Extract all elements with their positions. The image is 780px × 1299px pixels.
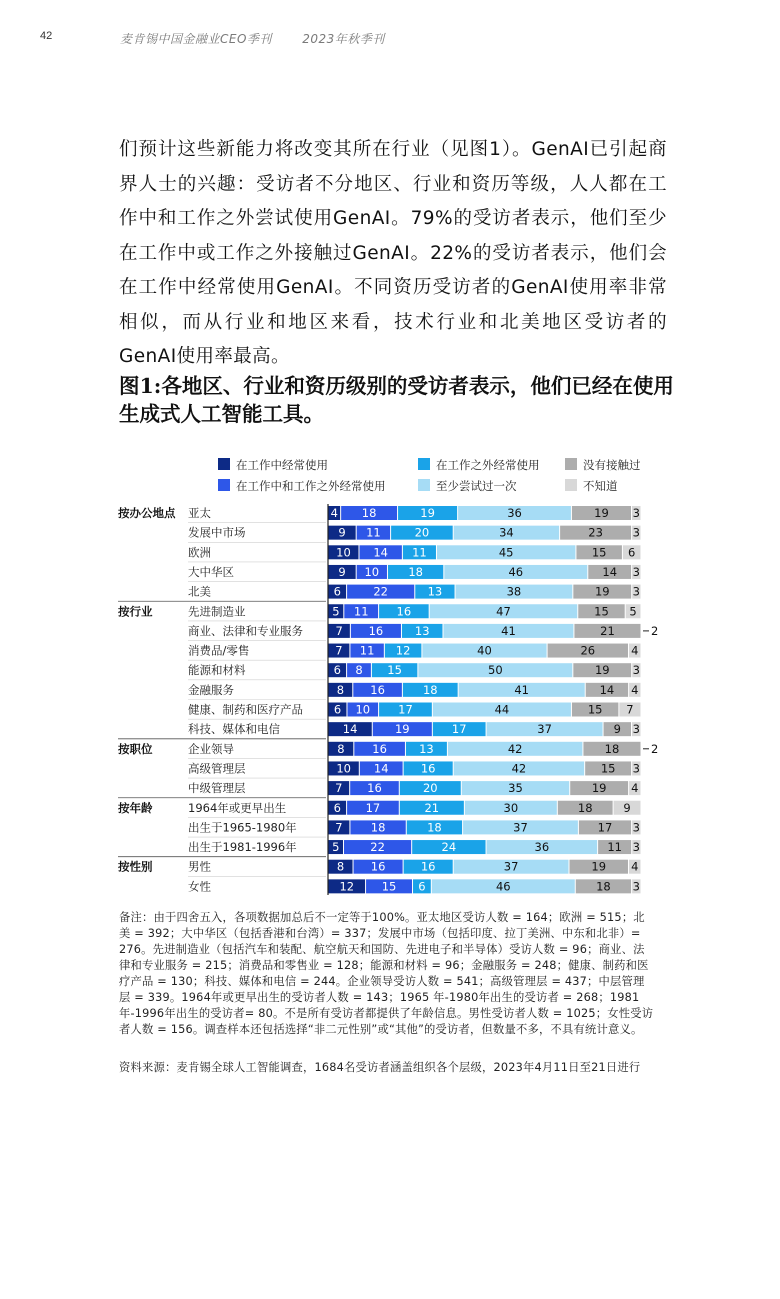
row-label-17: 出生于1965-1980年	[188, 820, 297, 835]
bar-value-r14-s6: 3	[632, 761, 640, 776]
bar-value-r13-s5: 18	[604, 741, 620, 756]
bar-value-r20-s1: 12	[339, 879, 355, 894]
bar-value-r1-s2: 18	[361, 506, 377, 520]
bar-value-r15-s4: 35	[508, 781, 523, 796]
bar-value-r13-s1: 8	[337, 741, 345, 756]
bar-value-r5-s4: 38	[506, 584, 522, 599]
bar-value-r3-s3: 11	[412, 545, 427, 560]
bar-value-r13-s4: 42	[507, 741, 523, 756]
bar-value-r20-s4: 46	[495, 879, 511, 894]
bar-value-r1-s6: 3	[632, 506, 640, 520]
bar-value-r3-s2: 14	[373, 545, 389, 560]
bar-value-r14-s2: 14	[373, 761, 389, 776]
chart-source: 资料来源：麦肯锡全球人工智能调查，1684名受访者涵盖组织各个层级，2023年4月11日至21日进行	[119, 1061, 641, 1074]
row-label-15: 中级管理层	[188, 781, 246, 796]
issue-label: 2023年秋季刊	[302, 32, 385, 46]
bar-value-r17-s4: 37	[513, 820, 528, 835]
bar-value-r8-s2: 11	[359, 643, 375, 658]
bar-value-r2-s1: 9	[338, 525, 346, 540]
bar-value-r1-s1: 4	[330, 506, 338, 520]
legend-label-2: 在工作中和工作之外经常使用	[236, 479, 386, 493]
chart-title: 图1:各地区、行业和资历级别的受访者表示，他们已经在使用生成式人工智能工具。	[119, 374, 674, 426]
outside-value-r7: 2	[651, 623, 659, 638]
bar-value-r20-s5: 18	[596, 879, 611, 894]
bar-value-r8-s4: 40	[477, 643, 492, 658]
bar-value-r6-s3: 16	[396, 604, 412, 619]
bar-value-r11-s4: 44	[494, 702, 510, 717]
bar-value-r7-s2: 16	[368, 623, 384, 638]
bar-value-r9-s1: 6	[333, 663, 341, 678]
bar-value-r10-s6: 4	[631, 682, 639, 697]
page-number: 42	[40, 30, 53, 42]
bar-value-r11-s5: 15	[587, 702, 603, 717]
body-paragraph: 们预计这些新能力将改变其所在行业（见图1）。GenAI已引起商界人士的兴趣：受访者不分地区、行业和资历等级，人人都在工作中和工作之外尝试使用GenAI。79%的受访者表示，他们至少在工作中或工作之外接触过GenAI。22%的受访者表示，他们会在工作中经常使用GenAI。不同资历受访者的GenAI使用率非常相似，而从行业和地区来看，技术行业和北美地区受访者的GenAI使用率最高。	[119, 139, 667, 367]
legend-swatch-1	[218, 458, 230, 470]
bar-value-r11-s2: 10	[355, 702, 371, 717]
row-label-20: 女性	[188, 879, 211, 894]
bar-value-r1-s5: 19	[594, 506, 609, 520]
bar-value-r6-s6: 5	[629, 604, 637, 619]
bar-value-r6-s4: 47	[496, 604, 511, 619]
bar-value-r12-s4: 37	[537, 722, 552, 737]
bar-value-r6-s5: 15	[594, 604, 609, 619]
group-label-1: 按办公地点	[118, 506, 176, 520]
bar-value-r15-s6: 4	[631, 781, 639, 796]
bar-value-r4-s3: 18	[408, 564, 423, 579]
bar-value-r3-s5: 15	[591, 545, 607, 560]
bar-value-r16-s3: 21	[424, 800, 440, 815]
bar-value-r19-s2: 16	[370, 859, 386, 874]
legend-label-3: 在工作之外经常使用	[436, 458, 540, 472]
bar-value-r2-s3: 20	[414, 525, 430, 540]
bar-value-r16-s2: 17	[365, 800, 381, 815]
bar-value-r4-s1: 9	[338, 564, 346, 579]
bar-value-r7-s4: 41	[501, 623, 516, 638]
row-label-5: 北美	[188, 584, 211, 599]
bar-value-r19-s3: 16	[420, 859, 436, 874]
bar-value-r14-s1: 10	[336, 761, 351, 776]
bar-value-r11-s3: 17	[398, 702, 413, 717]
bar-value-r5-s2: 22	[373, 584, 389, 599]
bar-value-r9-s4: 50	[488, 663, 503, 678]
row-label-16: 1964年或更早出生	[188, 800, 287, 815]
row-label-19: 男性	[188, 859, 211, 874]
legend-swatch-3	[418, 458, 430, 470]
bar-value-r9-s2: 8	[355, 663, 363, 678]
bar-value-r18-s2: 22	[370, 840, 385, 855]
bar-value-r18-s4: 36	[534, 840, 550, 855]
legend-label-1: 在工作中经常使用	[236, 458, 328, 472]
bar-value-r13-s2: 16	[372, 741, 387, 756]
legend-swatch-2	[218, 479, 230, 491]
bar-value-r12-s5: 9	[613, 722, 621, 737]
running-header	[120, 30, 411, 47]
bar-value-r9-s6: 3	[632, 663, 641, 678]
bar-value-r4-s5: 14	[602, 564, 618, 579]
bar-value-r14-s3: 16	[420, 761, 436, 776]
bar-value-r2-s5: 23	[588, 525, 603, 540]
row-label-6: 先进制造业	[188, 604, 246, 619]
bar-value-r7-s3: 13	[414, 623, 430, 638]
row-label-8: 消费品/零售	[188, 643, 250, 658]
bar-value-r19-s4: 37	[503, 859, 519, 874]
bar-value-r10-s2: 16	[370, 682, 385, 697]
legend-swatch-6	[565, 479, 577, 491]
bar-value-r12-s6: 3	[632, 722, 640, 737]
bar-value-r10-s5: 14	[599, 682, 615, 697]
bar-value-r12-s3: 17	[451, 722, 467, 737]
bar-value-r7-s5: 21	[600, 623, 615, 638]
bar-value-r11-s6: 7	[626, 702, 634, 717]
row-label-14: 高级管理层	[188, 761, 246, 776]
bar-value-r3-s6: 6	[628, 545, 636, 560]
bar-value-r14-s4: 42	[511, 761, 527, 776]
bar-value-r9-s3: 15	[387, 663, 402, 678]
bar-value-r20-s6: 3	[632, 879, 640, 894]
bar-value-r15-s3: 20	[422, 781, 438, 796]
row-label-3: 欧洲	[188, 545, 211, 560]
bar-value-r17-s6: 3	[632, 820, 640, 835]
row-label-11: 健康、制药和医疗产品	[188, 702, 303, 717]
group-label-3: 按职位	[118, 741, 153, 756]
bar-value-r18-s5: 11	[607, 840, 622, 855]
bar-value-r16-s4: 30	[503, 800, 519, 815]
bar-value-r7-s1: 7	[335, 623, 343, 638]
bar-value-r8-s5: 26	[580, 643, 596, 658]
legend-label-6: 不知道	[583, 479, 618, 493]
bar-value-r12-s2: 19	[394, 722, 410, 737]
bar-value-r5-s3: 13	[427, 584, 443, 599]
bar-value-r10-s4: 41	[514, 682, 530, 697]
legend-swatch-5	[565, 458, 577, 470]
row-label-2: 发展中市场	[188, 525, 246, 540]
bar-value-r4-s4: 46	[508, 564, 524, 579]
group-label-4: 按年龄	[118, 800, 153, 815]
bar-value-r14-s5: 15	[600, 761, 616, 776]
bar-value-r8-s3: 12	[395, 643, 411, 658]
bar-value-r16-s5: 18	[577, 800, 593, 815]
bar-value-r5-s5: 19	[594, 584, 610, 599]
bar-value-r18-s1: 5	[332, 840, 340, 855]
bar-value-r15-s2: 16	[367, 781, 382, 796]
bar-value-r1-s3: 19	[420, 506, 435, 520]
group-label-2: 按行业	[118, 604, 153, 619]
bar-value-r15-s5: 19	[591, 781, 607, 796]
stacked-bar-chart	[110, 450, 670, 900]
bar-value-r17-s1: 7	[335, 820, 343, 835]
bar-value-r10-s1: 8	[336, 682, 345, 697]
bar-value-r9-s5: 19	[594, 663, 610, 678]
legend-swatch-4	[418, 479, 430, 491]
bar-value-r17-s2: 18	[370, 820, 386, 835]
bar-value-r18-s3: 24	[441, 840, 457, 855]
bar-value-r6-s1: 5	[332, 604, 340, 619]
bar-value-r20-s2: 15	[381, 879, 397, 894]
bar-value-r19-s1: 8	[336, 859, 345, 874]
row-label-10: 金融服务	[188, 682, 234, 697]
bar-value-r16-s6: 9	[623, 800, 631, 815]
bar-value-r15-s1: 7	[335, 781, 343, 796]
bar-value-r2-s6: 3	[632, 525, 640, 540]
bar-value-r13-s3: 13	[419, 741, 434, 756]
bar-value-r5-s6: 3	[632, 584, 641, 599]
publication-title: 麦肯锡中国金融业CEO季刊	[120, 32, 272, 46]
bar-value-r12-s1: 14	[342, 722, 358, 737]
legend-label-4: 至少尝试过一次	[436, 479, 517, 493]
bar-value-r8-s1: 7	[335, 643, 343, 658]
bar-value-r20-s3: 6	[418, 879, 426, 894]
row-label-4: 大中华区	[188, 564, 234, 579]
chart-footnote: 备注：由于四舍五入，各项数据加总后不一定等于100%。亚太地区受访人数 = 164；欧洲 = 515；北美 = 392；大中华区（包括香港和台湾）= 337；发展中市场（包括印度、拉丁美洲、中东和北非）= 276。先进制造业（包括汽车和装配、航空航天和国防、先进电子和半导体）受访人数 = 96；商业、法律和专业服务 = 215；消费品和零售业 = 128；能源和材料 = 96；金融服务 = 248；健康、制药和医疗产品 = 130；科技、媒体和电信 = 244。企业领导受访人数 = 541；高级管理层 = 437；中层管理层 = 339。1964年或更早出生的受访者人数 = 143；1965 年-1980年出生的受访者 = 268；1981年-1996年出生的受访者= 80。不是所有受访者都提供了年龄信息。男性受访者人数 = 1025；女性受访者人数 = 156。调查样本还包括选择“非二元性别”或“其他”的受访者，但数量不多，不具有统计意义。	[119, 911, 654, 1036]
bar-value-r5-s1: 6	[333, 584, 341, 599]
row-label-13: 企业领导	[188, 741, 234, 756]
row-label-7: 商业、法律和专业服务	[188, 623, 303, 638]
bar-value-r4-s2: 10	[364, 564, 380, 579]
group-label-5: 按性别	[118, 859, 153, 874]
bar-value-r17-s3: 18	[427, 820, 442, 835]
outside-value-r13: 2	[651, 741, 659, 756]
bar-value-r1-s4: 36	[507, 506, 522, 520]
row-label-18: 出生于1981-1996年	[188, 840, 297, 855]
bar-value-r11-s1: 6	[333, 702, 342, 717]
bar-value-r10-s3: 18	[422, 682, 438, 697]
bar-value-r2-s2: 11	[366, 525, 381, 540]
row-label-1: 亚太	[188, 506, 211, 520]
bar-value-r16-s1: 6	[333, 800, 341, 815]
bar-value-r19-s6: 4	[631, 859, 639, 874]
bar-value-r8-s6: 4	[631, 643, 639, 658]
bar-value-r17-s5: 17	[597, 820, 613, 835]
row-label-12: 科技、媒体和电信	[188, 722, 280, 737]
row-label-9: 能源和材料	[188, 663, 246, 678]
bar-value-r3-s4: 45	[498, 545, 514, 560]
legend-label-5: 没有接触过	[583, 458, 641, 472]
bar-value-r6-s2: 11	[353, 604, 369, 619]
bar-value-r4-s6: 3	[632, 564, 640, 579]
bar-value-r3-s1: 10	[336, 545, 351, 560]
bar-value-r19-s5: 19	[591, 859, 607, 874]
bar-value-r2-s4: 34	[499, 525, 514, 540]
bar-value-r18-s6: 3	[632, 840, 641, 855]
